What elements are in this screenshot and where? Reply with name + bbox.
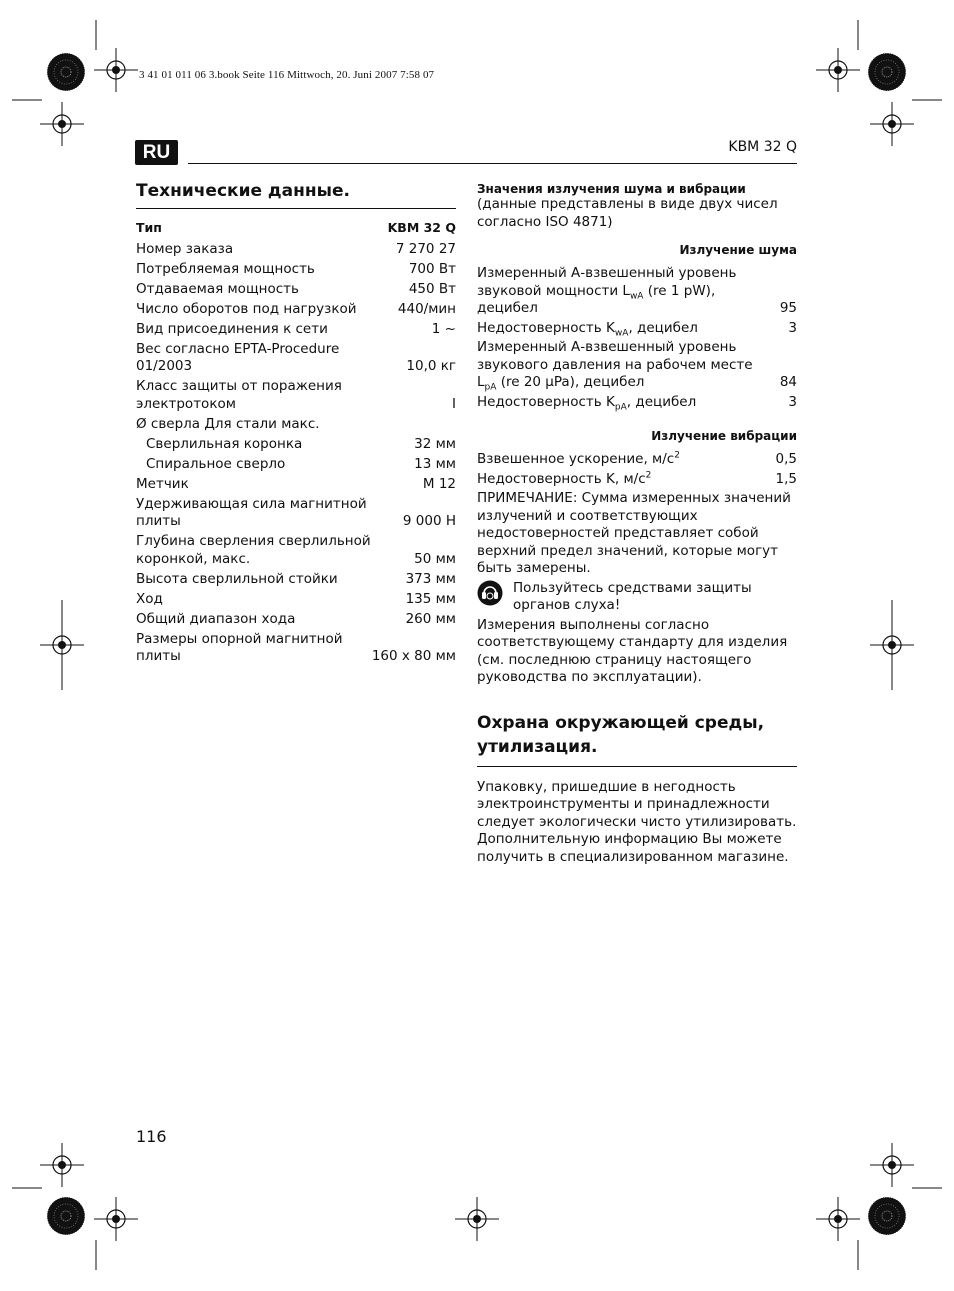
spec-row — [136, 261, 456, 279]
noise-kwa-row — [477, 320, 797, 338]
spec-value: 440/мин — [397, 300, 456, 317]
noise-kwa-label: Недостоверность $K_{wA}$, децибел — [477, 319, 698, 339]
spec-row — [136, 241, 456, 259]
spec-header-label: Тип — [136, 220, 162, 236]
spec-value: 160 x 80 мм — [371, 648, 456, 665]
noise-lwa-value: 95 — [779, 300, 797, 316]
spec-row — [136, 281, 456, 299]
spec-label: Спиральное сверло — [146, 455, 286, 472]
spec-row — [136, 436, 456, 454]
spec-label: Ø сверла Для стали макс. — [136, 415, 320, 432]
spec-header-row — [136, 219, 456, 237]
noise-kpa-row — [477, 394, 797, 412]
vib-accel-row — [477, 451, 797, 469]
spec-row — [136, 631, 456, 666]
spec-value: 373 мм — [405, 570, 456, 587]
spec-value: M 12 — [422, 475, 456, 492]
spec-label: Общий диапазон хода — [136, 610, 296, 627]
vib-k-value: 1,5 — [775, 470, 797, 487]
spec-label: Удерживающая сила магнитной плиты — [136, 495, 367, 530]
ear-protection-text: Пользуйтесь средствами защиты органов слуха! — [513, 579, 752, 613]
spec-value: 10,0 кг — [406, 358, 456, 375]
spec-label: Вес согласно EPTA-Procedure 01/2003 — [136, 340, 340, 375]
spec-label: Класс защиты от поражения электротоком — [136, 378, 342, 412]
spec-label: Номер заказа — [136, 240, 234, 257]
spec-label: Число оборотов под нагрузкой — [136, 300, 357, 317]
spec-table — [136, 219, 456, 666]
tech-data-section — [136, 180, 456, 668]
noise-lwa-row — [477, 265, 797, 318]
page-number: 116 — [136, 1127, 167, 1146]
emission-title: Значения излучения шума и вибрации — [477, 182, 746, 196]
spec-value: 450 Вт — [408, 280, 456, 297]
noise-kpa-value: 3 — [788, 393, 797, 410]
spec-row — [136, 416, 456, 434]
vib-k-row — [477, 471, 797, 489]
spec-value: I — [452, 395, 456, 412]
spec-value: 7 270 27 — [395, 240, 456, 257]
spec-label: Отдаваемая мощность — [136, 280, 299, 297]
measurement-note: Измерения выполнены согласно соответствующему стандарту для изделия (см. последнюю страницу настоящего руководства по эксплуатации). — [477, 616, 788, 685]
noise-kpa-label: Недостоверность $K_{pA}$, децибел — [477, 393, 697, 413]
print-header: 3 41 01 011 06 3.book Seite 116 Mittwoch, 20. Juni 2007 7:58 07 — [139, 69, 435, 81]
header-model: KBM 32 Q — [728, 139, 797, 155]
spec-label: Высота сверлильной стойки — [136, 570, 338, 587]
tech-data-title: Технические данные. — [136, 180, 456, 209]
spec-value: 50 мм — [414, 550, 456, 567]
vib-k-label: Недостоверность K, $м/с^2$ — [477, 470, 652, 487]
spec-value: 260 мм — [405, 610, 456, 627]
spec-value: 700 Вт — [408, 260, 456, 277]
spec-row — [136, 611, 456, 629]
emission-intro: (данные представлены в виде двух чисел согласно ISO 4871) — [477, 196, 778, 230]
spec-value: 13 мм — [414, 455, 456, 472]
noise-kwa-value: 3 — [788, 319, 797, 336]
emission-section — [477, 182, 797, 866]
spec-row — [136, 301, 456, 319]
vibration-heading: Излучение вибрации — [651, 429, 797, 443]
header-rule — [188, 163, 797, 164]
spec-label: Размеры опорной магнитной плиты — [136, 630, 343, 665]
ear-protection-icon — [477, 580, 503, 606]
spec-row — [136, 571, 456, 589]
spec-row — [136, 341, 456, 376]
environment-title: Охрана окружающей среды, утилизация. — [477, 711, 797, 767]
noise-lpa-row — [477, 339, 797, 392]
spec-value: 1 ~ — [431, 320, 456, 337]
vib-accel-label: Взвешенное ускорение, $м/с^2$ — [477, 450, 680, 467]
spec-label: Глубина сверления сверлильной коронкой, макс. — [136, 533, 371, 567]
spec-label: Ход — [136, 590, 163, 607]
spec-row — [136, 533, 456, 568]
language-badge: RU — [135, 140, 178, 165]
spec-label: Потребляемая мощность — [136, 260, 315, 277]
spec-label: Вид присоединения к сети — [136, 320, 328, 337]
spec-row — [136, 591, 456, 609]
emission-note: ПРИМЕЧАНИЕ: Сумма измеренных значений излучений и соответствующих недостоверностей представляет собой верхний предел значений, которые могут быть замерены. — [477, 490, 791, 576]
spec-row — [136, 496, 456, 531]
noise-lpa-value: 84 — [779, 374, 797, 390]
noise-heading: Излучение шума — [679, 243, 797, 257]
spec-value: 135 мм — [405, 590, 456, 607]
spec-label: Сверлильная коронка — [146, 435, 303, 452]
spec-row — [136, 378, 456, 413]
vib-accel-value: 0,5 — [775, 451, 797, 467]
spec-label: Метчик — [136, 475, 189, 492]
spec-header-value: KBM 32 Q — [387, 220, 456, 236]
spec-row — [136, 476, 456, 494]
spec-row — [136, 321, 456, 339]
environment-text: Упаковку, пришедшие в негодность электроинструменты и принадлежности следует экологически чисто утилизировать. Дополнительную информацию Вы можете получить в специализированном магазине. — [477, 778, 797, 865]
spec-row — [136, 456, 456, 474]
noise-lwa-label: Измеренный А-взвешенный уровень звуковой мощности $L_{wA}$ (re 1 pW), децибел — [477, 265, 737, 316]
spec-value: 9 000 Н — [402, 513, 456, 530]
noise-lpa-label: Измеренный А-взвешенный уровень звукового давления на рабочем месте $L_{pA}$ (re 20 µPa), децибел — [477, 339, 753, 393]
ear-protection-note — [477, 580, 797, 615]
spec-value: 32 мм — [414, 435, 456, 452]
